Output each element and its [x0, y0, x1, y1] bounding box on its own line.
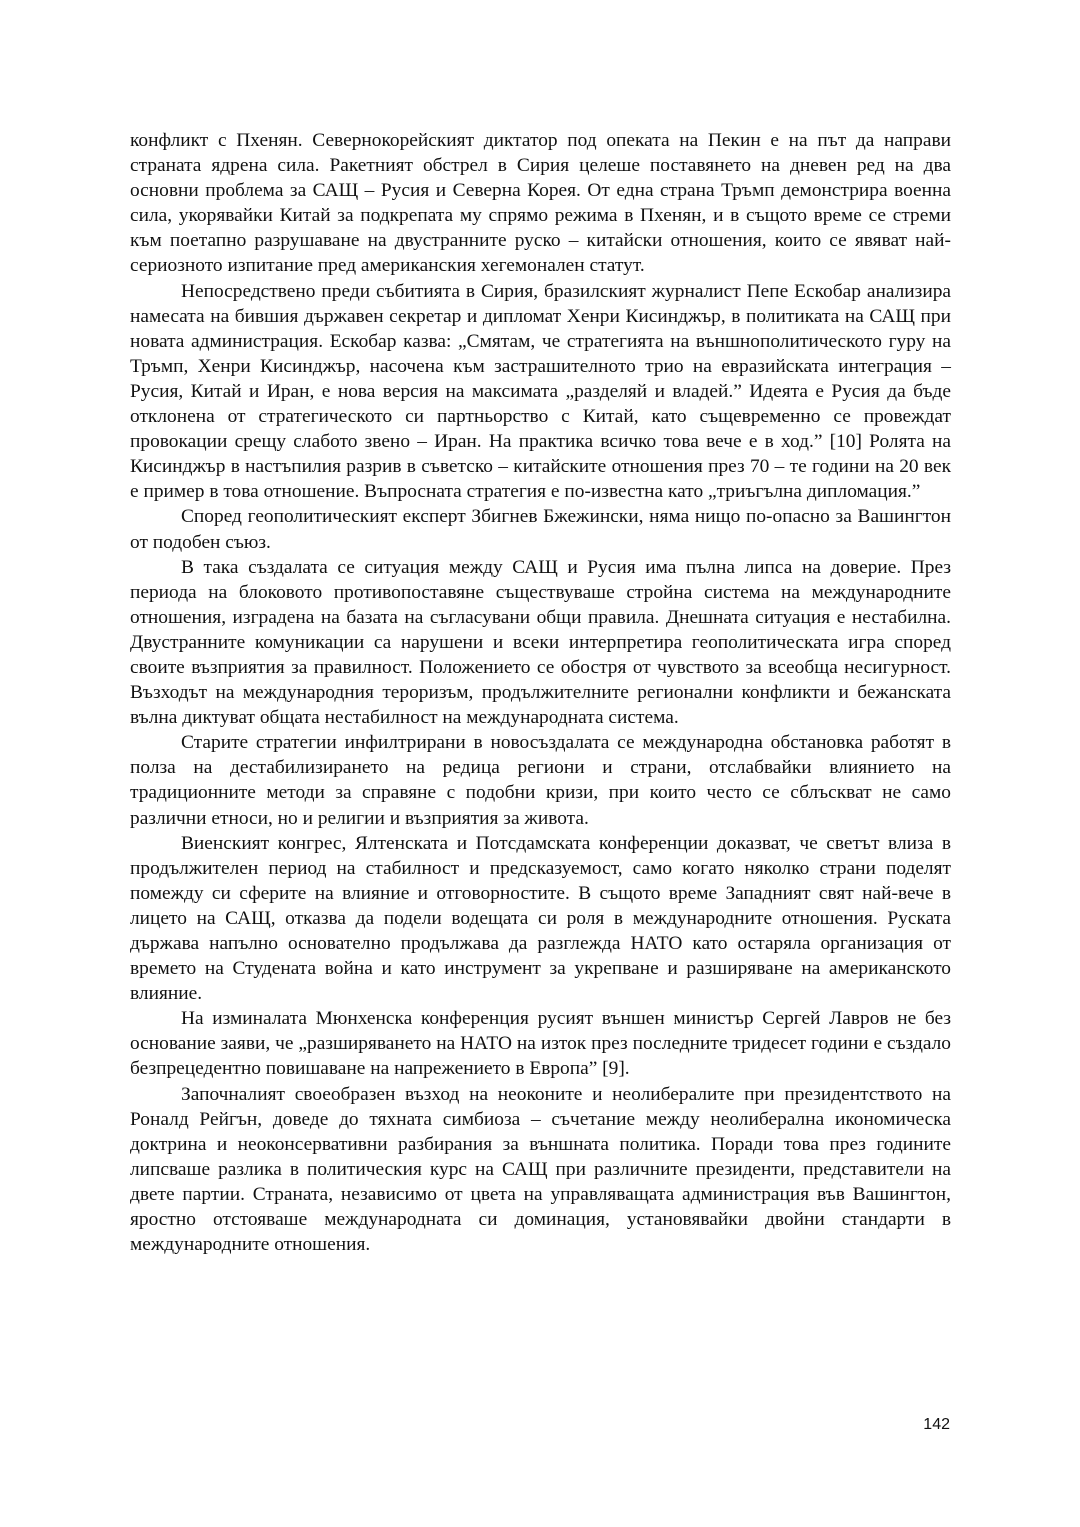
paragraph: конфликт с Пхенян. Севернокорейският диктатор под опеката на Пекин е на път да направи страната ядрена сила. Ракетният обстрел в Сирия целеше поставянето на дневен ред на два основни проблема за САЩ – Русия и Северна Корея. От една страна Тръмп демонстрира военна сила, укорявайки Китай за подкрепата му спрямо режима в Пхенян, и в същото време се стреми към поетапно разрушаване на двустранните руско – китайски отношения, които се явяват най-сериозното изпитание пред американския хегемонален статут.	[130, 130, 951, 277]
paragraph: Започналият своеобразен възход на неоконите и неолибералите при президентството на Роналд Рейгън, доведе до тяхната симбиоза – съчетание между неолиберална икономическа доктрина и неоконсервативни разбирания за външната политика. Поради това през годините липсваше разлика в политическия курс на САЩ при различните президенти, представители на двете партии. Страната, независимо от цвета на управляващата администрация във Вашингтон, яростно отстояваше международната си доминация, установявайки двойни стандарти в международните отношения.	[130, 1083, 951, 1256]
paragraph: В така създалата се ситуация между САЩ и Русия има пълна липса на доверие. През периода на блоковото противопоставяне съществуваше стройна система на международните отношения, изградена на базата на съгласувани общи правила. Днешната ситуация е нестабилна. Двустранните комуникации са нарушени и всеки интерпретира геополитическата игра според своите възприятия за правилност. Положението се обостря от чувството за всеобща несигурност. Възходът на международния тероризъм, продължителните регионални конфликти и бежанската вълна диктуват общата нестабилност на международната система.	[130, 556, 951, 729]
paragraph: Виенският конгрес, Ялтенската и Потсдамската конференции доказват, че светът влиза в продължителен период на стабилност и предсказуемост, само когато няколко страни поделят помежду си сферите на влияние и отговорностите. В същото време Западният свят най-вече в лицето на САЩ, отказва да подели водещата си роля в международните отношения. Руската държава напълно основателно продължава да разглежда НАТО като остаряла организация от времето на Студената война и като инструмент за укрепване и разширяване на американското влияние.	[130, 832, 951, 1005]
paragraph: На изминалата Мюнхенска конференция русият външен министър Сергей Лавров не без основание заяви, че „разширяването на НАТО на изток през последните тридесет години е създало безпрецедентно повишаване на напрежението в Европа” [9].	[130, 1008, 951, 1080]
paragraph: Според геополитическият експерт Збигнев Бжежински, няма нищо по-опасно за Вашингтон от подобен съюз.	[130, 506, 951, 553]
page-number: 142	[923, 1416, 950, 1433]
paragraph: Старите стратегии инфилтрирани в новосъздалата се международна обстановка работят в полза на дестабилизирането на редица региони и страни, отслабвайки влиянието на традиционните методи за справяне с подобни кризи, при които често се сблъскват не само различни етноси, но и религии и възприятия за живота.	[130, 732, 951, 829]
body-text	[130, 128, 951, 1257]
paragraph: Непосредствено преди събитията в Сирия, бразилският журналист Пепе Ескобар анализира намесата на бившия държавен секретар и дипломат Хенри Кисинджър, в политиката на САЩ при новата администрация. Ескобар казва: „Смятам, че стратегията на външнополитическото гуру на Тръмп, Хенри Кисинджър, насочена към застрашителното трио на евразийската интеграция – Русия, Китай и Иран, е нова версия на максимата „разделяй и владей.” Идеята е Русия да бъде отклонена от стратегическото си партньорство с Китай, като същевременно се провеждат провокации срещу слабото звено – Иран. На практика всичко това вече е в ход.” [10] Ролята на Кисинджър в настъпилия разрив в съветско – китайските отношения през 70 – те години на 20 век е пример в това отношение. Въпросната стратегия е по-известна като „триъгълна дипломация.”	[130, 280, 951, 503]
